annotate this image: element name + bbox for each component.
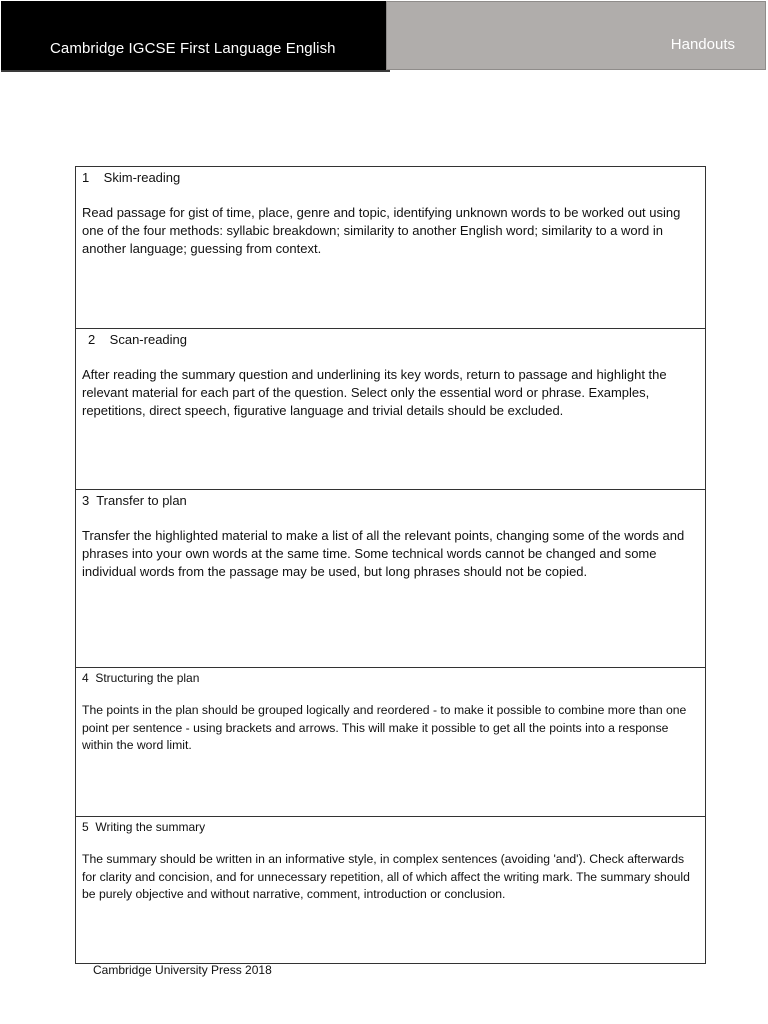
step-scan-reading bbox=[76, 329, 705, 490]
step-skim-reading bbox=[76, 167, 705, 329]
course-title: Cambridge IGCSE First Language English bbox=[50, 40, 336, 57]
header-section-banner bbox=[386, 1, 766, 70]
step-heading: 3 Transfer to plan bbox=[82, 493, 187, 508]
step-heading: 4 Structuring the plan bbox=[82, 671, 200, 685]
step-structuring-the-plan bbox=[76, 668, 705, 817]
step-writing-the-summary bbox=[76, 817, 705, 963]
step-body: Read passage for gist of time, place, genre and topic, identifying unknown words to be worked out using one of the four methods: syllabic breakdown; similarity to another English word; similarity to a word in another language; guessing from context. bbox=[82, 205, 681, 256]
step-heading: 1 Skim-reading bbox=[82, 170, 181, 185]
footer-credit: Cambridge University Press 2018 bbox=[93, 963, 272, 977]
header-course-banner bbox=[1, 1, 390, 72]
step-body: After reading the summary question and underlining its key words, return to passage and highlight the relevant material for each part of the question. Select only the essential word or phrase. Examples, repetitions, direct speech, figurative language and trivial details should be excluded. bbox=[82, 367, 667, 418]
step-body: The points in the plan should be grouped logically and reordered - to make it possible to combine more than one point per sentence - using brackets and arrows. This will make it possible to get all the points into a response within the word limit. bbox=[82, 703, 687, 752]
step-heading: 5 Writing the summary bbox=[82, 820, 206, 834]
step-heading: 2 Scan-reading bbox=[88, 332, 188, 347]
section-label: Handouts bbox=[670, 36, 735, 53]
step-body: Transfer the highlighted material to make a list of all the relevant points, changing some of the words and phrases into your own words at the same time. Some technical words cannot be changed and some individual words from the passage may be used, but long phrases should not be copied. bbox=[82, 528, 685, 579]
step-body: The summary should be written in an informative style, in complex sentences (avoiding 'and'). Check afterwards for clarity and concision, and for unnecessary repetition, all of which affect the writing mark. The summary should be purely objective and without narrative, comment, introduction or conclusion. bbox=[82, 852, 690, 901]
step-transfer-to-plan bbox=[76, 490, 705, 668]
summary-steps-table bbox=[75, 166, 706, 964]
